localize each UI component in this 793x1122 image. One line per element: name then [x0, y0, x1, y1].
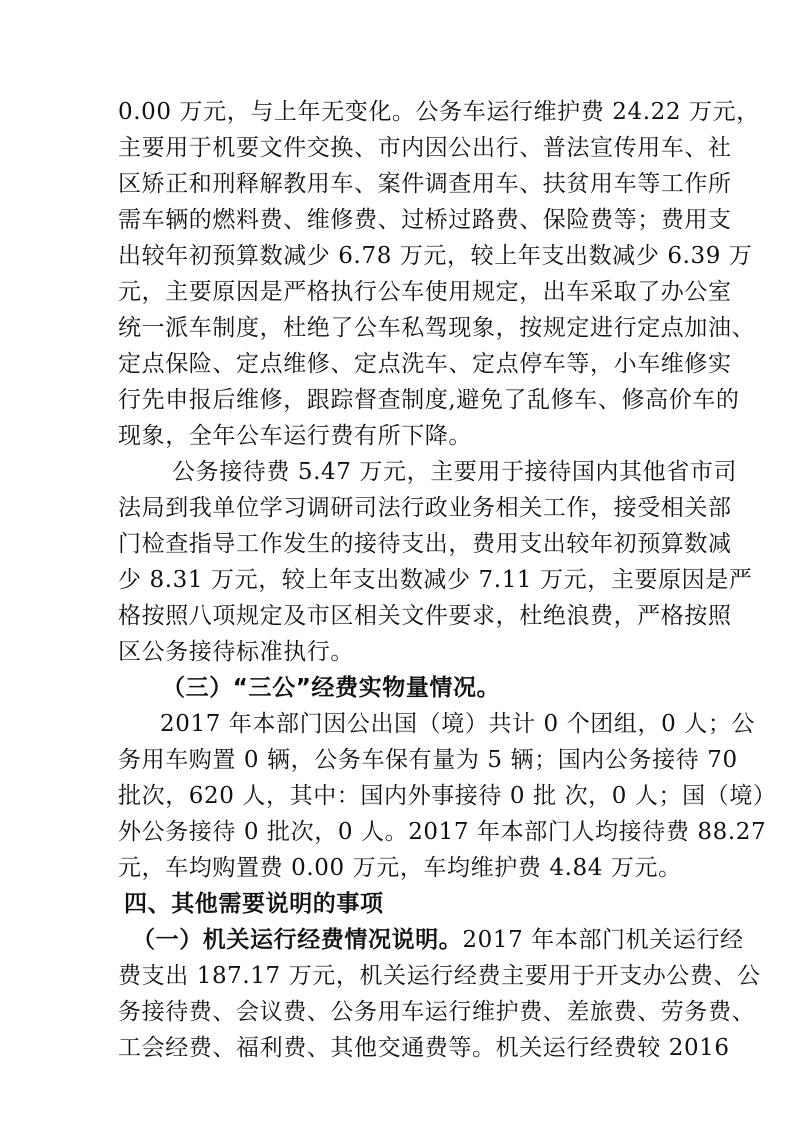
paragraph-line: 区公务接待标准执行。	[118, 639, 354, 665]
paragraph-line: 费支出 187.17 万元，机关运行经费主要用于开支办公费、公	[118, 963, 761, 989]
paragraph-line: 统一派车制度，杜绝了公车私驾现象，按规定进行定点加油、	[118, 315, 756, 341]
paragraph-line: 公务接待费 5.47 万元，主要用于接待国内其他省市司	[172, 459, 738, 485]
paragraph-line: 主要用于机要文件交换、市内因公出行、普法宣传用车、社	[118, 135, 732, 161]
paragraph-line: 出较年初预算数减少 6.78 万元，较上年支出数减少 6.39 万	[118, 243, 753, 269]
paragraph-line: 工会经费、福利费、其他交通费等。机关运行经费较 2016	[118, 1035, 730, 1061]
paragraph-line: 行先申报后维修，跟踪督查制度,避免了乱修车、修高价车的	[118, 387, 740, 413]
paragraph-line: 区矫正和刑释解教用车、案件调查用车、扶贫用车等工作所	[118, 171, 732, 197]
paragraph-lead-heading: （一）机关运行经费情况说明。	[132, 927, 463, 953]
paragraph-line: 0.00 万元，与上年无变化。公务车运行维护费 24.22 万元，	[118, 99, 760, 125]
paragraph-line: 元，车均购置费 0.00 万元，车均维护费 4.84 万元。	[118, 855, 682, 881]
paragraph-line: 少 8.31 万元，较上年支出数减少 7.11 万元，主要原因是严	[118, 567, 753, 593]
paragraph-first-line	[132, 924, 744, 956]
subsection-heading: （三）“三公”经费实物量情况。	[162, 675, 501, 701]
paragraph-line: 务用车购置 0 辆，公务车保有量为 5 辆；国内公务接待 70	[118, 747, 738, 773]
paragraph-line: 外公务接待 0 批次，0 人。2017 年本部门人均接待费 88.27	[118, 819, 767, 845]
paragraph-line: 2017 年本部门因公出国（境）共计 0 个团组，0 人；公	[160, 711, 756, 737]
paragraph-line: 批次，620 人，其中：国内外事接待 0 批 次，0 人；国（境）	[118, 783, 777, 809]
paragraph-line: 现象，全年公车运行费有所下降。	[118, 423, 472, 449]
paragraph-line: 定点保险、定点维修、定点洗车、定点停车等，小车维修实	[118, 351, 732, 377]
paragraph-line: 格按照八项规定及市区相关文件要求，杜绝浪费，严格按照	[118, 603, 732, 629]
paragraph-line: 元，主要原因是严格执行公车使用规定，出车采取了办公室	[118, 279, 732, 305]
paragraph-line: 门检查指导工作发生的接待支出，费用支出较年初预算数减	[118, 531, 732, 557]
paragraph-line: 需车辆的燃料费、维修费、过桥过路费、保险费等；费用支	[118, 207, 732, 233]
paragraph-lead-text: 2017 年本部门机关运行经	[462, 927, 744, 953]
section-heading: 四、其他需要说明的事项	[124, 891, 384, 917]
paragraph-line: 务接待费、会议费、公务用车运行维护费、差旅费、劳务费、	[118, 999, 756, 1025]
paragraph-line: 法局到我单位学习调研司法行政业务相关工作，接受相关部	[118, 495, 732, 521]
